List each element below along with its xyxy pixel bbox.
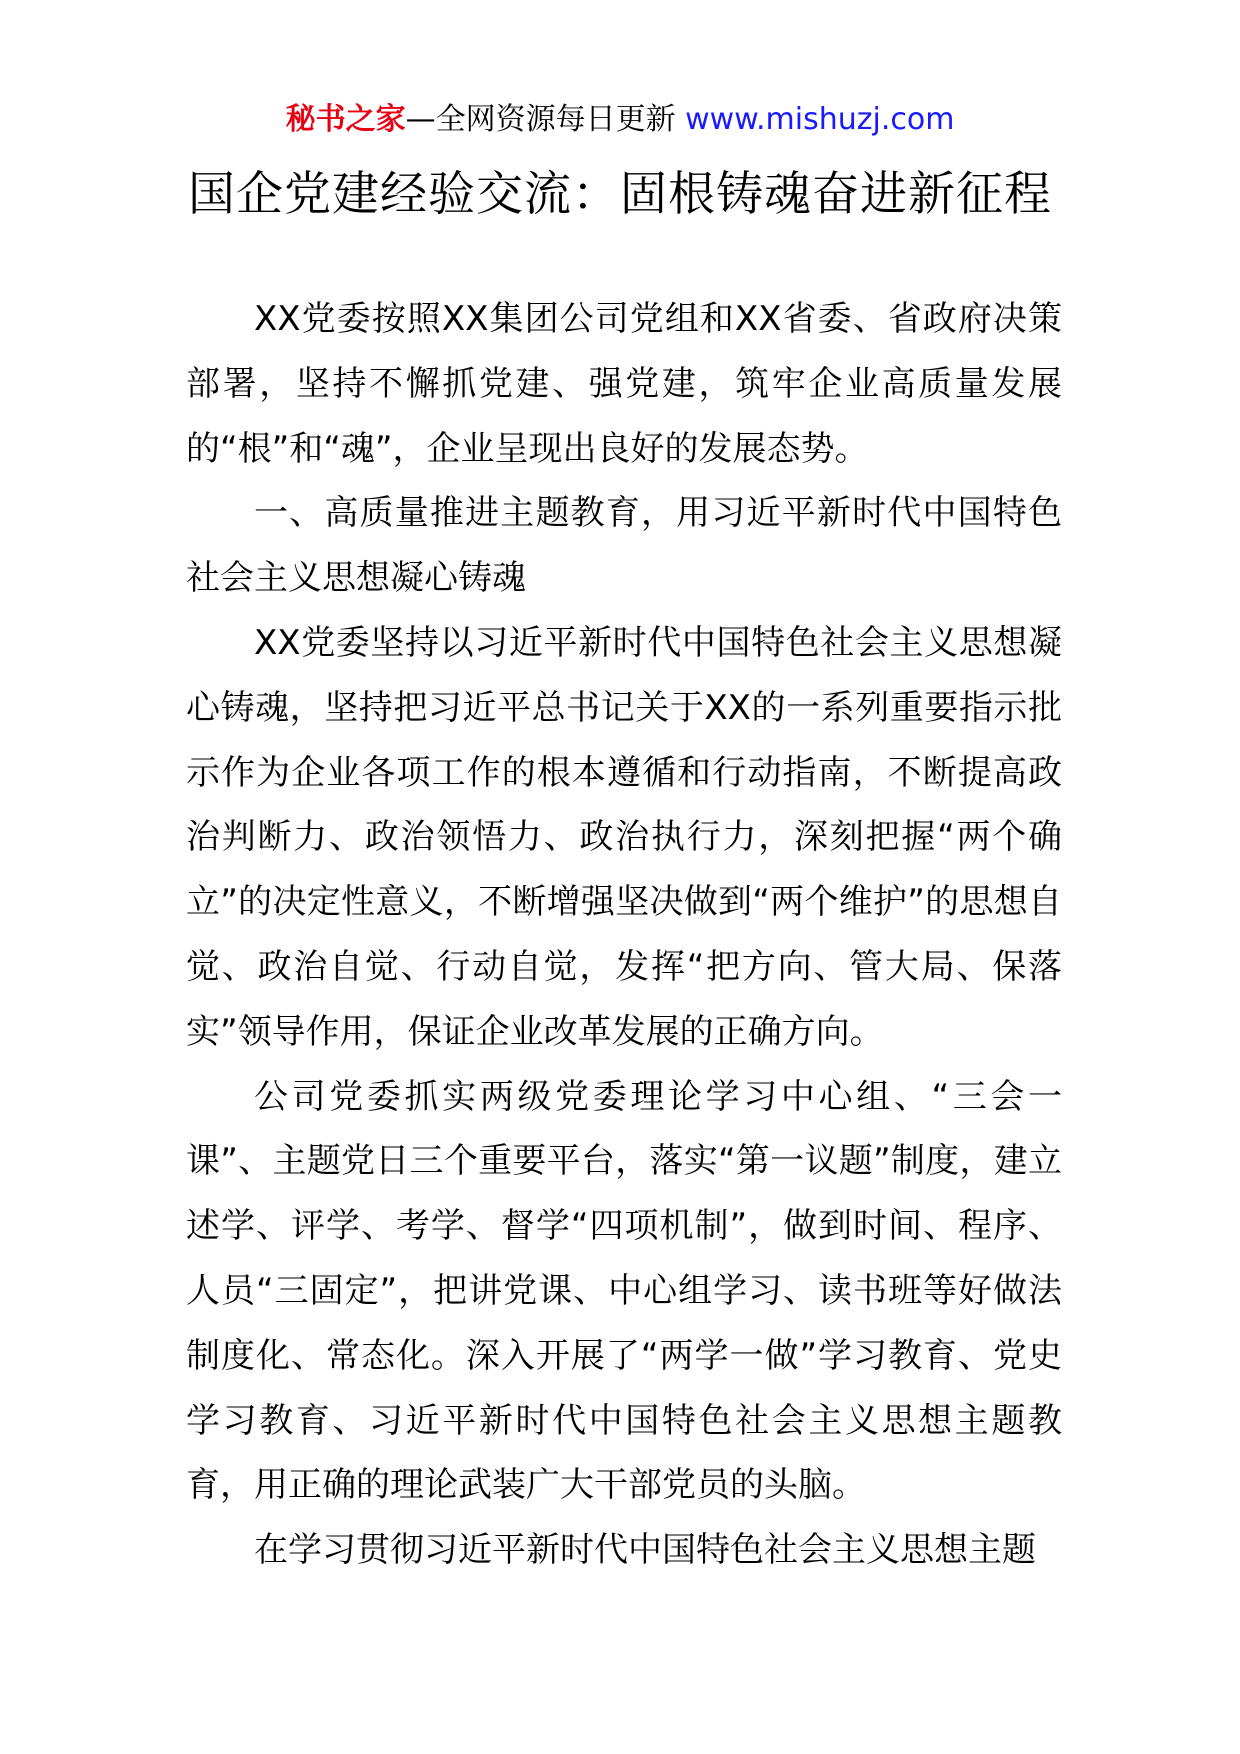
intro-paragraph: XX党委按照XX集团公司党组和XX省委、省政府决策部署，坚持不懈抓党建、强党建，筑牢企业高质量发展的“根”和“魂”，企业呈现出良好的发展态势。: [186, 299, 1062, 469]
section-heading: 一、高质量推进主题教育，用习近平新时代中国特色社会主义思想凝心铸魂: [186, 493, 1062, 599]
body-paragraph: XX党委坚持以习近平新时代中国特色社会主义思想凝心铸魂，坚持把习近平总书记关于XX的一系列重要指示批示作为企业各项工作的根本遵循和行动指南，不断提高政治判断力、政治领悟力、政治执行力，深刻把握“两个确立”的决定性意义，不断增强坚决做到“两个维护”的思想自觉、政治自觉、行动自觉，发挥“把方向、管大局、保落实”领导作用，保证企业改革发展的正确方向。: [186, 622, 1062, 1052]
document-title: 国企党建经验交流：固根铸魂奋进新征程: [188, 167, 1052, 222]
tagline: —全网资源每日更新: [405, 102, 686, 137]
brand-name: 秘书之家: [285, 102, 406, 137]
site-url-link[interactable]: www.mishuzj.com: [685, 102, 955, 137]
body-paragraph: 公司党委抓实两级党委理论学习中心组、“三会一课”、主题党日三个重要平台，落实“第一议题”制度，建立述学、评学、考学、督学“四项机制”，做到时间、程序、人员“三固定”，把讲党课、中心组学习、读书班等好做法制度化、常态化。深入开展了“两学一做”学习教育、党史学习教育、习近平新时代中国特色社会主义思想主题教育，用正确的理论武装广大干部党员的头脑。: [186, 1076, 1062, 1506]
document-body: [186, 287, 1062, 1583]
body-paragraph: 在学习贯彻习近平新时代中国特色社会主义思想主题: [254, 1530, 1036, 1571]
watermark-header: [0, 100, 1240, 140]
